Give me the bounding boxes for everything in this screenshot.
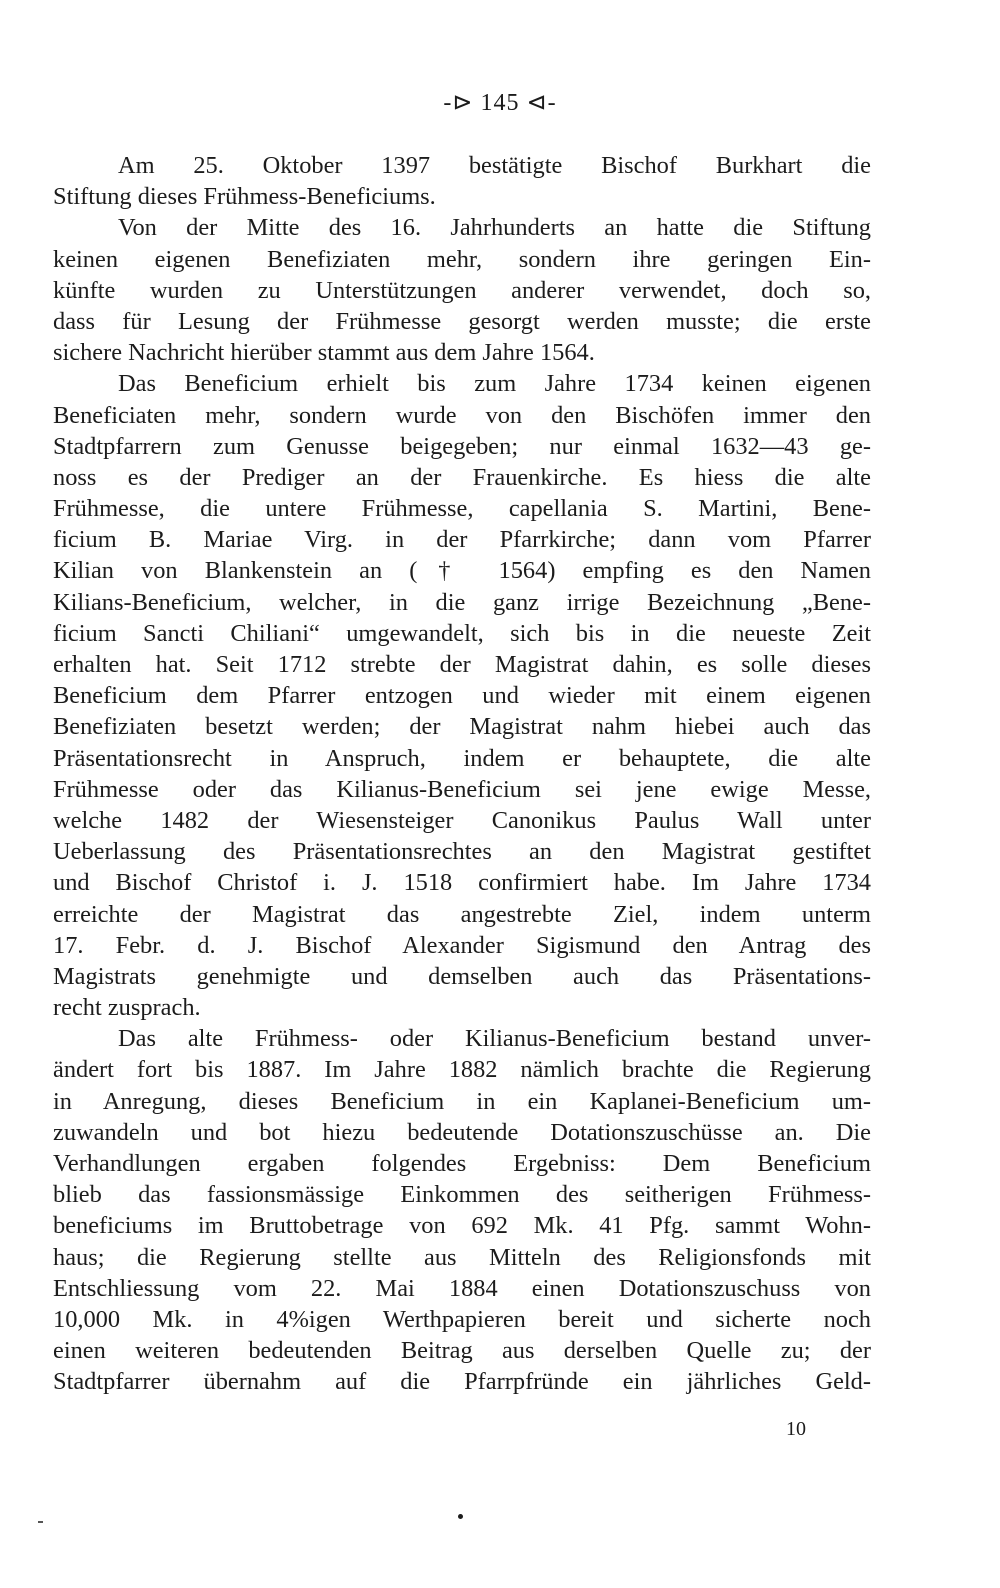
text-line: Stadtpfarrern zum Genusse beigegeben; nur einmal 1632—43 ge- [53, 432, 871, 460]
text-line: Am 25. Oktober 1397 bestätigte Bischof Burkhart die [118, 152, 871, 179]
text-line: Das alte Frühmess- oder Kilianus-Beneficium bestand unver- [118, 1025, 871, 1053]
text-line: welche 1482 der Wiesensteiger Canonikus Paulus Wall unter [53, 806, 871, 834]
text-line: 17. Febr. d. J. Bischof Alexander Sigismund den Antrag des [53, 931, 871, 959]
text-line: Präsentationsrecht in Anspruch, indem er behauptete, die alte [53, 744, 871, 772]
text-line: und Bischof Christof i. J. 1518 confirmiert habe. Im Jahre 1734 [53, 869, 871, 897]
text-line: blieb das fassionsmässige Einkommen des seitherigen Frühmess- [53, 1181, 871, 1209]
text-line: Kilian von Blankenstein an († 1564) empfing es den Namen [53, 557, 871, 585]
text-line: künfte wurden zu Unterstützungen anderer verwendet, doch so, [53, 276, 871, 304]
text-line: haus; die Regierung stellte aus Mitteln des Religionsfonds mit [53, 1243, 871, 1271]
text-line: Verhandlungen ergaben folgendes Ergebniss: Dem Beneficium [53, 1150, 871, 1177]
text-line: 10,000 Mk. in 4%igen Werthpapieren bereit und sicherte noch [53, 1305, 871, 1333]
text-line: Beneficium dem Pfarrer entzogen und wieder mit einem eigenen [53, 682, 871, 710]
text-line: zuwandeln und bot hiezu bedeutende Dotationszuschüsse an. Die [53, 1118, 871, 1146]
text-line: einen weiteren bedeutenden Beitrag aus derselben Quelle zu; der [53, 1337, 871, 1365]
body-text [53, 150, 871, 1398]
text-line: Frühmesse, die untere Frühmesse, capellania S. Martini, Bene- [53, 495, 871, 523]
text-line: dass für Lesung der Frühmesse gesorgt werden musste; die erste [53, 307, 871, 335]
text-line: Kilians-Beneficium, welcher, in die ganz irrige Bezeichnung „Bene- [53, 588, 871, 616]
page-number-header: -⊳ 145 ⊲- [443, 90, 557, 116]
text-line: noss es der Prediger an der Frauenkirche. Es hiess die alte [53, 463, 871, 491]
text-line: beneficiums im Bruttobetrage von 692 Mk. 41 Pfg. sammt Wohn- [53, 1212, 871, 1240]
text-line: ficium B. Mariae Virg. in der Pfarrkirche; dann vom Pfarrer [53, 526, 871, 554]
text-line: Magistrats genehmigte und demselben auch das Präsentations- [53, 962, 871, 990]
text-line: keinen eigenen Benefiziaten mehr, sondern ihre geringen Ein- [53, 245, 871, 273]
text-line: Stiftung dieses Frühmess-Beneficiums. [53, 183, 436, 211]
scan-mark [38, 1521, 43, 1523]
text-line: Stadtpfarrer übernahm auf die Pfarrpfründe ein jährliches Geld- [53, 1368, 871, 1396]
text-line: Entschliessung vom 22. Mai 1884 einen Dotationszuschuss von [53, 1274, 871, 1302]
text-line: Beneficiaten mehr, sondern wurde von den Bischöfen immer den [53, 401, 871, 429]
text-line: Frühmesse oder das Kilianus-Beneficium sei jene ewige Messe, [53, 775, 871, 803]
text-line: sichere Nachricht hierüber stammt aus dem Jahre 1564. [53, 339, 595, 367]
text-line: Benefiziaten besetzt werden; der Magistrat nahm hiebei auch das [53, 713, 871, 741]
text-line: ändert fort bis 1887. Im Jahre 1882 nämlich brachte die Regierung [53, 1056, 871, 1084]
text-line: erreichte der Magistrat das angestrebte Ziel, indem unterm [53, 900, 871, 928]
text-line: Das Beneficium erhielt bis zum Jahre 1734 keinen eigenen [118, 370, 871, 398]
text-line: in Anregung, dieses Beneficium in ein Kaplanei-Beneficium um- [53, 1087, 871, 1115]
text-line: erhalten hat. Seit 1712 strebte der Magistrat dahin, es solle dieses [53, 651, 871, 678]
text-line: ficium Sancti Chiliani“ umgewandelt, sich bis in die neueste Zeit [53, 619, 871, 647]
text-line: Von der Mitte des 16. Jahrhunderts an hatte die Stiftung [118, 214, 871, 242]
text-line: recht zusprach. [53, 994, 201, 1022]
scan-speck [458, 1514, 463, 1519]
text-line: Ueberlassung des Präsentationsrechtes an den Magistrat gestiftet [53, 838, 871, 866]
signature-mark: 10 [786, 1418, 806, 1440]
